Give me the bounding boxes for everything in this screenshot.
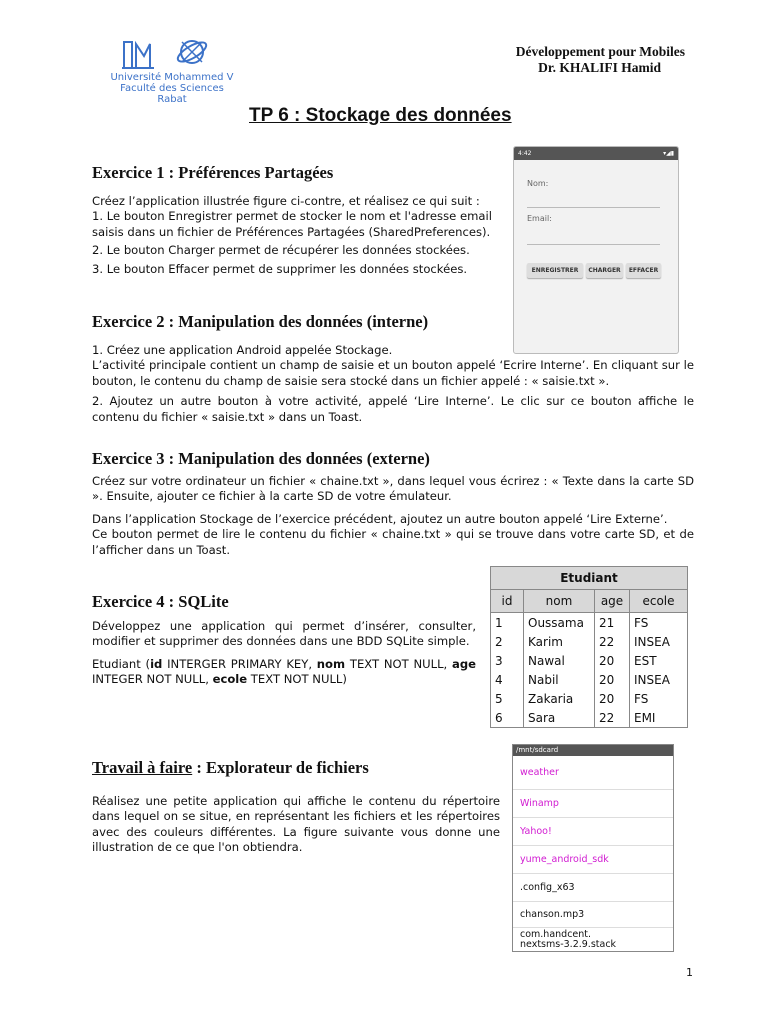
file-explorer-screenshot [512,744,674,952]
table-cell: 5 [491,689,524,708]
phone-load-button[interactable]: CHARGER [586,263,623,278]
table-row [491,670,688,689]
ex1-item1: 1. Le bouton Enregistrer permet de stocker le nom et l'adresse email saisis dans un fichier de Préférences Partagées (SharedPreferences). [92,209,492,239]
table-row [491,613,688,633]
etudiant-table [490,566,688,728]
course-name: Développement pour Mobiles [515,44,685,59]
teacher-name: Dr. KHALIFI Hamid [538,60,661,75]
logo-line3: Rabat [157,94,187,105]
explorer-file-name-line2: nextsms-3.2.9.stack [520,939,617,950]
phone-status-bar [514,147,678,160]
ex2-item2: 2. Ajoutez un autre bouton à votre activité, appelé ‘Lire Interne’. Le clic sur ce bouton affiche le contenu du fichier « saisie.txt » dans un Toast. [92,394,694,424]
schema-type-nom: TEXT NOT NULL, [345,656,452,671]
table-cell: 22 [595,708,630,728]
ex4-para1: Développez une application qui permet d’insérer, consulter, modifier et supprimer des données dans une BDD SQLite simple. [92,619,476,649]
ex3-para2-detail: Ce bouton permet de lire le contenu du fichier « chaine.txt » qui se trouve dans votre carte SD, et de l’afficher dans un Toast. [92,527,694,557]
table-row [491,651,688,670]
ex1-title: Exercice 1 : Préférences Partagées [92,163,334,182]
table-cell: INSEA [630,632,688,651]
schema-type-id: INTERGER PRIMARY KEY, [162,656,317,671]
ex3-body [92,474,694,558]
table-row [491,708,688,728]
schema-type-ecole: TEXT NOT NULL) [247,672,347,687]
explorer-file-name-line1: com.handcent. [520,929,592,940]
table-cell: EMI [630,708,688,728]
explorer-folder-item[interactable]: weather [513,756,673,790]
explorer-folder-item[interactable]: Yahoo! [513,818,673,846]
explorer-path-bar: /mnt/sdcard [513,745,673,756]
table-header-ecole: ecole [630,590,688,613]
table-caption: Etudiant [491,567,688,590]
table-cell: Oussama [524,613,595,633]
university-emblem-icon [92,36,252,76]
ex1-item2: 2. Le bouton Charger permet de récupérer les données stockées. [92,243,470,258]
table-row [491,632,688,651]
schema-prefix: Etudiant ( [92,656,151,671]
table-cell: 20 [595,651,630,670]
phone-save-button[interactable]: ENREGISTRER [527,263,583,278]
table-row [491,689,688,708]
table-cell: 21 [595,613,630,633]
phone-time: 4:42 [518,150,532,157]
university-logo [92,36,252,106]
table-header-id: id [491,590,524,613]
table-cell: FS [630,689,688,708]
phone-clear-button[interactable]: EFFACER [626,263,661,278]
ex1-body [92,194,502,277]
table-cell: Zakaria [524,689,595,708]
ex3-para2: Dans l’application Stockage de l’exercice précédent, ajoutez un autre bouton appelé ‘Lire Externe’. [92,511,668,526]
ex2-title: Exercice 2 : Manipulation des données (interne) [92,312,429,331]
table-cell: 22 [595,632,630,651]
ex4-title: Exercice 4 : SQLite [92,592,229,611]
page-number: 1 [686,966,693,979]
phone-signal-icon: ▾◢▮ [663,150,674,157]
table-cell: 20 [595,689,630,708]
phone-screenshot [513,146,679,354]
phone-email-label: Email: [527,214,552,223]
ex3-para1: Créez sur votre ordinateur un fichier « chaine.txt », dans lequel vous écrirez : « Texte dans la carte SD ». Ensuite, ajouter ce fichier à la carte SD de votre émulateur. [92,474,694,504]
table-cell: 1 [491,613,524,633]
table-cell: 6 [491,708,524,728]
table-cell: 3 [491,651,524,670]
schema-key-ecole: ecole [212,672,248,687]
table-header-nom: nom [524,590,595,613]
phone-name-input[interactable] [527,207,660,208]
page-title: TP 6 : Stockage des données [249,105,512,126]
table-cell: Nabil [524,670,595,689]
table-cell: FS [630,613,688,633]
task-title-rest: : Explorateur de fichiers [192,758,369,777]
ex2-item1-detail: L’activité principale contient un champ de saisie et un bouton appelé ‘Ecrire Interne’. En cliquant sur le bouton, le contenu du champ de saisie sera stocké dans un fichier appelé : « saisie.txt ». [92,358,694,388]
ex2-body [92,343,694,425]
table-cell: Sara [524,708,595,728]
phone-email-input[interactable] [527,244,660,245]
explorer-folder-item[interactable]: yume_android_sdk [513,846,673,874]
ex2-item1: 1. Créez une application Android appelée Stockage. [92,343,393,357]
table-cell: INSEA [630,670,688,689]
ex3-title: Exercice 3 : Manipulation des données (externe) [92,449,430,468]
table-cell: 2 [491,632,524,651]
table-header-age: age [595,590,630,613]
table-cell: Karim [524,632,595,651]
explorer-file-item[interactable]: chanson.mp3 [513,902,673,928]
schema-key-nom: nom [316,656,346,671]
table-cell: 4 [491,670,524,689]
logo-line1: Université Mohammed V [110,72,234,83]
schema-type-age: INTEGER NOT NULL, [92,672,213,687]
ex1-item3: 3. Le bouton Effacer permet de supprimer les données stockées. [92,261,468,276]
explorer-file-item[interactable] [513,928,673,952]
schema-key-age: age [452,656,476,671]
table-cell: EST [630,651,688,670]
task-title-underlined: Travail à faire [92,758,193,777]
phone-name-label: Nom: [527,179,549,188]
ex4-body [92,619,476,688]
task-title [92,758,369,778]
table-cell: 20 [595,670,630,689]
explorer-file-item[interactable]: .config_x63 [513,874,673,902]
task-body: Réalisez une petite application qui affiche le contenu du répertoire dans lequel on se situe, en représentant les fichiers et les répertoires avec des couleurs différentes. La figure suivante vous donne une illustration de ce que l'on obtiendra. [92,794,500,855]
ex4-schema [92,657,476,688]
table-cell: Nawal [524,651,595,670]
schema-key-id: id [150,656,163,671]
ex1-intro: Créez l’application illustrée figure ci-contre, et réalisez ce qui suit : [92,194,480,208]
logo-line2: Faculté des Sciences [120,83,224,94]
table-body [491,613,688,728]
explorer-folder-item[interactable]: Winamp [513,790,673,818]
